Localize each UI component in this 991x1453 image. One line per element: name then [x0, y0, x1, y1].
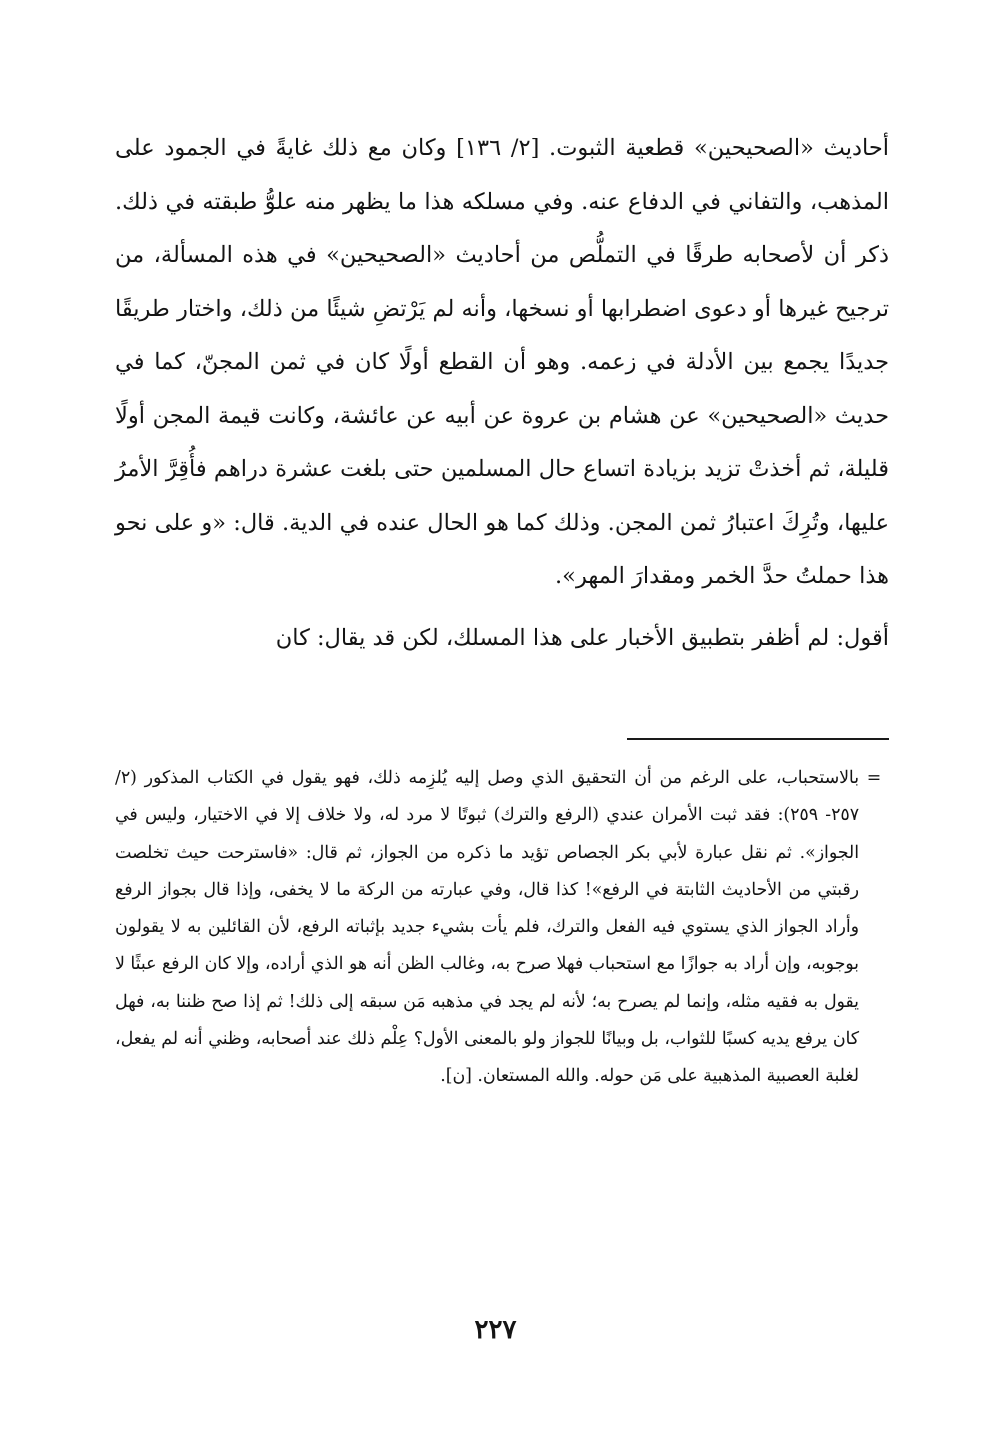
main-text	[115, 122, 889, 665]
paragraph-main: أحاديث «الصحيحين» قطعية الثبوت. [٢/ ١٣٦] وكان مع ذلك غايةً في الجمود على المذهب، والتفاني في الدفاع عنه. وفي مسلكه هذا ما يظهر منه علوُّ طبقته في ذلك. ذكر أن لأصحابه طرقًا في التملُّص من أحاديث «الصحيحين» في هذه المسألة، من ترجيح غيرها أو دعوى اضطرابها أو نسخها، وأنه لم يَرْتضِ شيئًا من ذلك، واختار طريقًا جديدًا يجمع بين الأدلة في زعمه. وهو أن القطع أولًا كان في ثمن المجنّ، كما في حديث «الصحيحين» عن هشام بن عروة عن أبيه عن عائشة، وكانت قيمة المجن أولًا قليلة، ثم أخذتْ تزيد بزيادة اتساع حال المسلمين حتى بلغت عشرة دراهم فأُقِرَّ الأمرُ عليها، وتُرِكَ اعتبارُ ثمن المجن. وذلك كما هو الحال عنده في الدية. قال: «و على نحو هذا حملتُ حدَّ الخمر ومقدارَ المهر».	[115, 135, 890, 589]
footnote	[115, 760, 889, 1096]
footnote-divider	[627, 738, 889, 740]
footnote-continuation-marker: =	[866, 768, 882, 788]
paragraph-continued: أقول: لم أظفر بتطبيق الأخبار على هذا المسلك، لكن قد يقال: كان	[275, 624, 889, 651]
footnote-text: بالاستحباب، على الرغم من أن التحقيق الذي وصل إليه يُلزِمه ذلك، فهو يقول في الكتاب المذكور (٢/ ٢٥٧- ٢٥٩): فقد ثبت الأمران عندي (الرفع والترك) ثبوتًا لا مرد له، ولا خلاف إلا في الاختيار، وليس في الجواز». ثم نقل عبارة لأبي بكر الجصاص تؤيد ما ذكره من الجواز، ثم قال: «فاسترحت حيث تخلصت رقبتي من الأحاديث الثابتة في الرفع»! كذا قال، وفي عبارته من الركة ما لا يخفى، وإذا قال بجواز الرفع وأراد الجواز الذي يستوي فيه الفعل والترك، فلم يأت بشيء جديد بإثباته الرفع، لأن القائلين به لا يقولون بوجوبه، وإن أراد به جوازًا مع استحباب فهلا صرح به، وغالب الظن أنه هو الذي أراده، وإلا كان الرفع عبثًا لا يقول به فقيه مثله، وإنما لم يصرح به؛ لأنه لم يجد في مذهبه مَن سبقه إلى ذلك! ثم إذا صح ظننا به، فهل كان يرفع يديه كسبًا للثواب، بل وبيانًا للجواز ولو بالمعنى الأول؟ عِلْم ذلك عند أصحابه، وظني أنه لم يفعل، لغلبة العصبية المذهبية على مَن حوله. والله المستعان. [ن].	[115, 768, 859, 1087]
page-number: ٢٢٧	[474, 1315, 517, 1345]
